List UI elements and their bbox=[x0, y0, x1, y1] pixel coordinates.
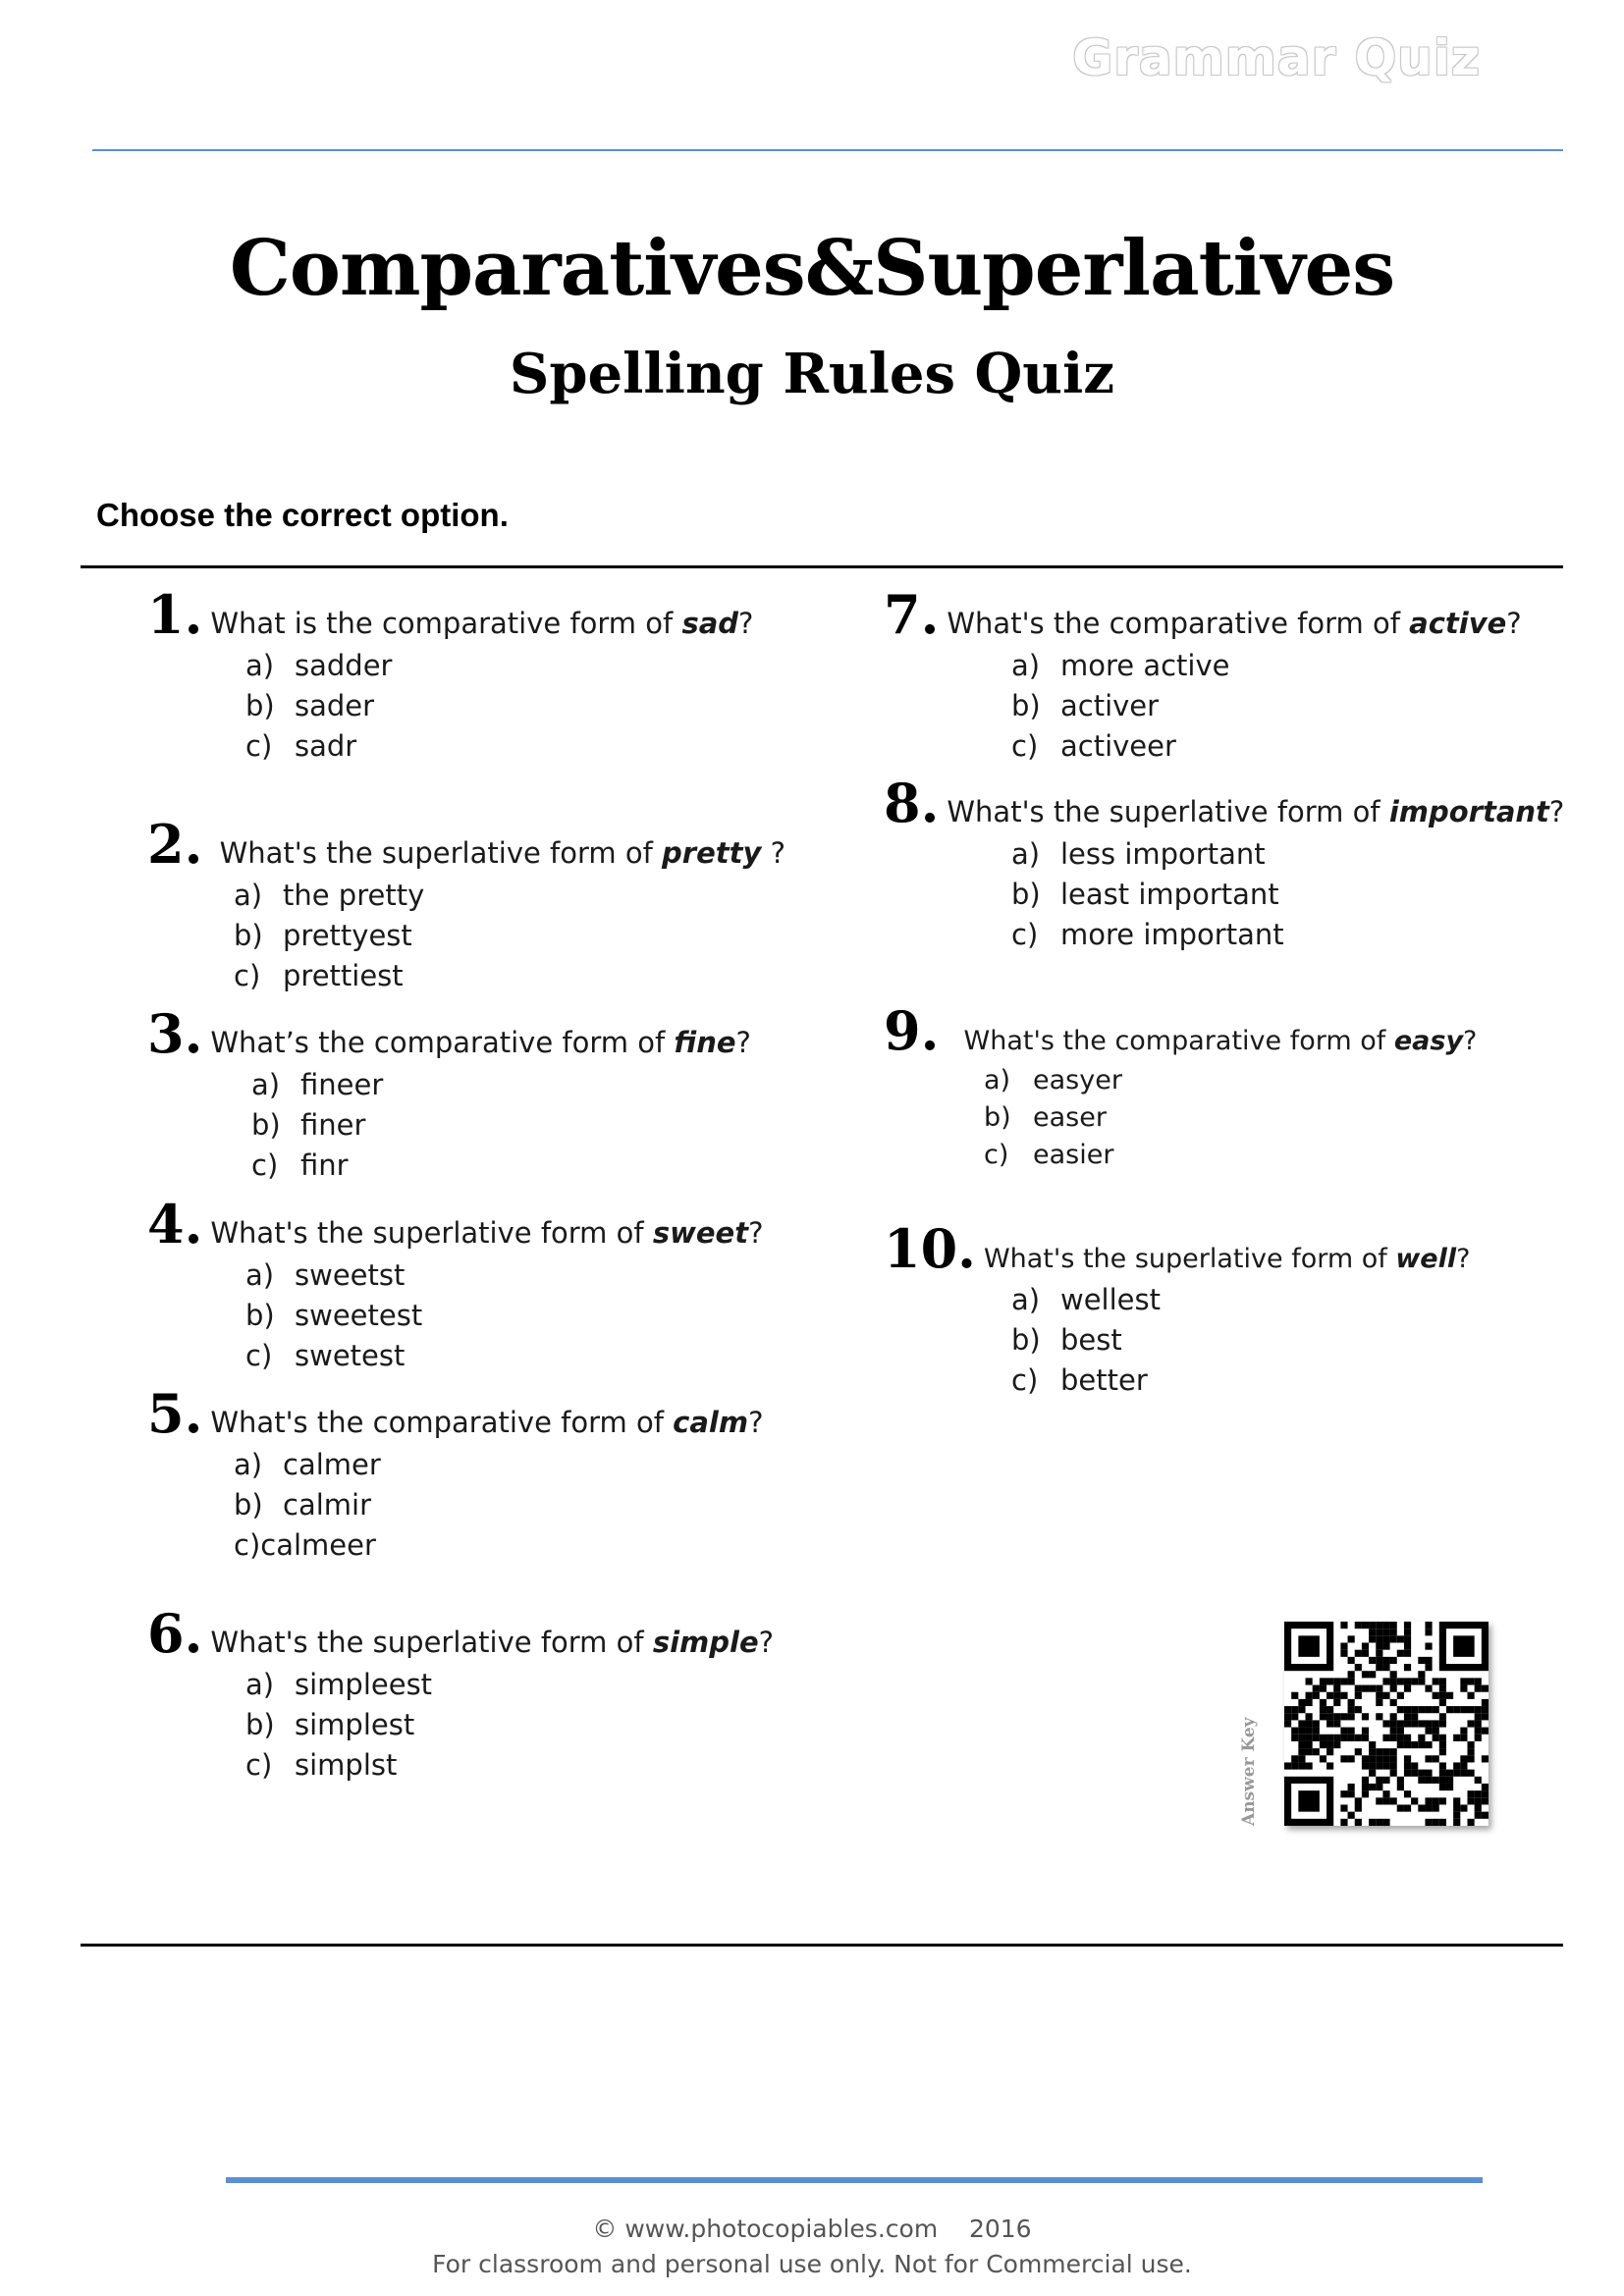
header-watermark: Grammar Quiz bbox=[1072, 29, 1481, 86]
top-divider bbox=[92, 149, 1563, 151]
option-b[interactable]: b) finer bbox=[251, 1108, 366, 1142]
option-a[interactable]: a) the pretty bbox=[234, 879, 425, 912]
footer-copyright: © www.photocopiables.com 2016 bbox=[592, 2215, 1032, 2243]
content-top-divider bbox=[81, 565, 1563, 568]
option-c[interactable]: c) finr bbox=[251, 1148, 349, 1182]
question-5 bbox=[147, 1382, 763, 1566]
question-6 bbox=[147, 1602, 774, 1786]
question-text: What is the comparative form of sad? bbox=[210, 607, 754, 640]
instructions: Choose the correct option. bbox=[96, 497, 509, 533]
question-4 bbox=[147, 1193, 764, 1376]
question-number: 4. bbox=[147, 1193, 203, 1255]
question-7 bbox=[884, 583, 1522, 767]
option-c[interactable]: c) activeer bbox=[1011, 729, 1176, 763]
option-a[interactable]: a) calmer bbox=[234, 1448, 381, 1481]
question-number: 10. bbox=[884, 1217, 976, 1280]
option-b[interactable]: b) sweetest bbox=[245, 1299, 423, 1332]
question-text: What's the superlative form of well? bbox=[983, 1244, 1471, 1274]
option-a[interactable]: a) more active bbox=[1011, 649, 1230, 682]
question-8 bbox=[884, 772, 1564, 955]
option-c[interactable]: c)calmeer bbox=[234, 1528, 376, 1562]
option-c[interactable]: c) easier bbox=[984, 1140, 1114, 1170]
option-a[interactable]: a) easyer bbox=[984, 1065, 1122, 1095]
question-text: What's the superlative form of simple? bbox=[210, 1626, 775, 1659]
option-a[interactable]: a) wellest bbox=[1011, 1283, 1161, 1316]
option-b[interactable]: b) prettyest bbox=[234, 919, 412, 952]
option-b[interactable]: b) easer bbox=[984, 1102, 1107, 1133]
question-3 bbox=[147, 1002, 751, 1186]
option-b[interactable]: b) simplest bbox=[245, 1708, 415, 1741]
question-text: What's the superlative form of pretty ? bbox=[210, 836, 786, 870]
question-text: What's the comparative form of easy? bbox=[947, 1026, 1478, 1056]
question-10 bbox=[884, 1217, 1470, 1401]
page-title: Comparatives&Superlatives bbox=[229, 224, 1395, 313]
option-b[interactable]: b) sader bbox=[245, 689, 375, 722]
question-number: 3. bbox=[147, 1002, 203, 1065]
option-b[interactable]: b) best bbox=[1011, 1323, 1122, 1357]
option-c[interactable]: c) swetest bbox=[245, 1339, 406, 1372]
question-text: What's the superlative form of sweet? bbox=[210, 1216, 764, 1250]
page-subtitle: Spelling Rules Quiz bbox=[509, 342, 1115, 406]
question-number: 9. bbox=[884, 999, 940, 1062]
option-a[interactable]: a) fineer bbox=[251, 1068, 384, 1101]
question-9 bbox=[884, 999, 1477, 1174]
qr-code-image bbox=[1284, 1622, 1489, 1826]
question-number: 1. bbox=[147, 583, 203, 646]
answer-key-label: Answer Key bbox=[1239, 1717, 1259, 1826]
option-b[interactable]: b) calmir bbox=[234, 1488, 372, 1522]
option-b[interactable]: b) least important bbox=[1011, 878, 1279, 911]
option-c[interactable]: c) prettiest bbox=[234, 959, 404, 992]
option-a[interactable]: a) sadder bbox=[245, 649, 393, 682]
option-c[interactable]: c) better bbox=[1011, 1363, 1148, 1397]
content-bottom-divider bbox=[81, 1944, 1563, 1947]
question-1 bbox=[147, 583, 753, 767]
question-2 bbox=[147, 813, 785, 996]
option-a[interactable]: a) simpleest bbox=[245, 1668, 433, 1701]
question-number: 5. bbox=[147, 1382, 203, 1445]
question-text: What's the comparative form of calm? bbox=[210, 1406, 764, 1439]
question-number: 6. bbox=[147, 1602, 203, 1665]
qr-code-icon[interactable] bbox=[1284, 1622, 1489, 1826]
footer-divider bbox=[226, 2177, 1483, 2183]
option-a[interactable]: a) sweetst bbox=[245, 1258, 406, 1292]
question-number: 2. bbox=[147, 813, 203, 876]
option-b[interactable]: b) activer bbox=[1011, 689, 1160, 722]
question-number: 7. bbox=[884, 583, 940, 646]
option-c[interactable]: c) sadr bbox=[245, 729, 357, 763]
question-text: What’s the comparative form of fine? bbox=[210, 1026, 751, 1059]
option-a[interactable]: a) less important bbox=[1011, 837, 1266, 871]
question-text: What's the comparative form of active? bbox=[947, 607, 1522, 640]
question-text: What's the superlative form of important? bbox=[947, 795, 1565, 828]
option-c[interactable]: c) more important bbox=[1011, 918, 1284, 951]
question-number: 8. bbox=[884, 772, 940, 834]
footer-usage: For classroom and personal use only. Not for Commercial use. bbox=[432, 2250, 1192, 2278]
option-c[interactable]: c) simplst bbox=[245, 1748, 398, 1782]
